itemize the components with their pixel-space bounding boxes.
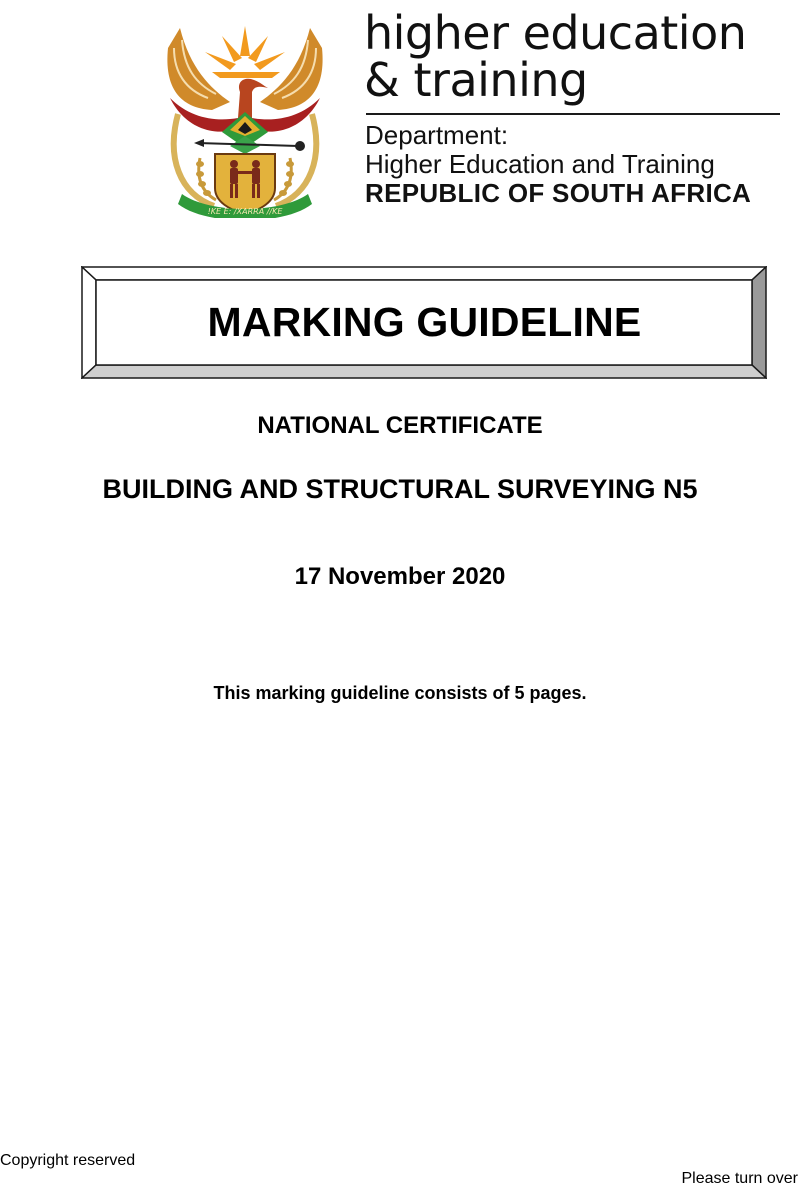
exam-date: 17 November 2020 (294, 563, 506, 590)
department-name: Higher Education and Training (365, 149, 715, 179)
page-count-note: This marking guideline consists of 5 pages. (213, 683, 587, 703)
department-label: Department: (365, 120, 509, 150)
brand-line-1: higher education (364, 6, 747, 60)
south-africa-coat-of-arms-icon (160, 18, 330, 218)
footer-copyright: Copyright reserved (0, 1152, 136, 1169)
brand-line-2: & training (364, 53, 588, 107)
svg-text:!KE E: /XARRA //KE: !KE E: /XARRA //KE (207, 207, 283, 216)
department-block (365, 121, 751, 208)
certificate-heading: NATIONAL CERTIFICATE (257, 412, 543, 439)
coat-of-arms-emblem (160, 18, 330, 218)
footer-turn-over: Please turn over (681, 1170, 798, 1187)
title-box (81, 266, 767, 379)
brand-wordmark (364, 6, 747, 107)
subject-heading: BUILDING AND STRUCTURAL SURVEYING N5 (102, 474, 698, 504)
brand-divider (366, 113, 780, 115)
document-type-title: MARKING GUIDELINE (207, 299, 642, 345)
country-name: REPUBLIC OF SOUTH AFRICA (365, 178, 752, 208)
